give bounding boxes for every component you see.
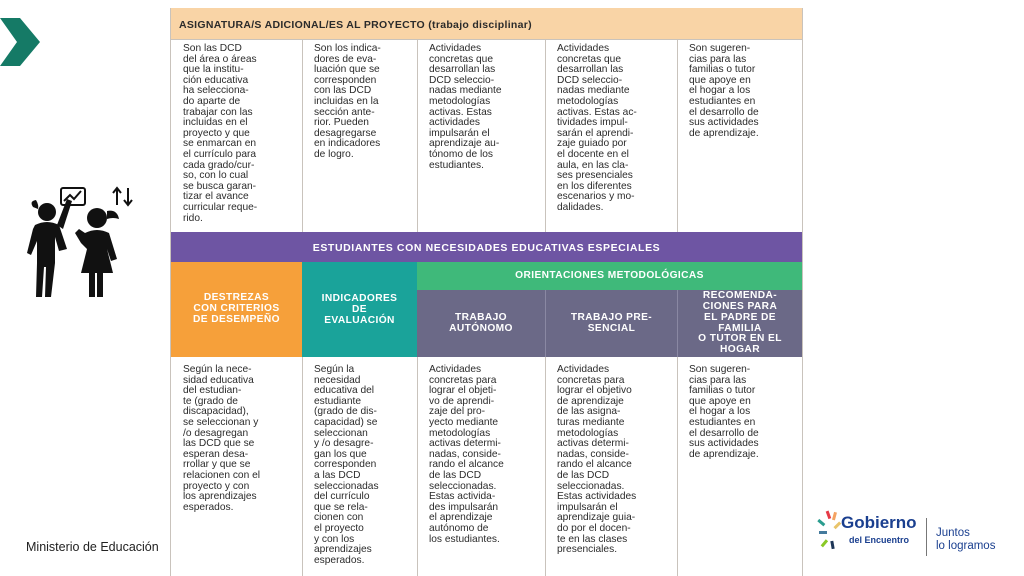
divider — [545, 357, 546, 576]
chevron-logo-icon — [0, 18, 40, 66]
col-header-autonomo: TRABAJO AUTÓNOMO — [417, 290, 545, 357]
table-top-row — [171, 40, 802, 232]
divider — [417, 40, 418, 232]
bottom-cell-recomendaciones: Son sugeren- cias para las familias o tutor que apoye en el hogar a los estudiantes en el desarrollo de sus actividades de aprendizaje. — [689, 364, 759, 460]
divider — [302, 357, 303, 576]
divider — [417, 357, 418, 576]
gov-brand: Gobierno — [841, 513, 917, 532]
col-header-orientaciones: ORIENTACIONES METODOLÓGICAS — [417, 262, 802, 290]
col-header-recomendaciones: RECOMENDA- CIONES PARA EL PADRE DE FAMILIA O TUTOR EN EL HOGAR — [677, 290, 802, 357]
top-cell-presencial: Actividades concretas que desarrollan las DCD seleccio- nadas mediante metodologías activas. Estas ac- tividades impul- sarán el aprendi- zaje guiado por el docente en el aula, en las cla- ses presenciales en los diferentes escenarios y mo- dalidades. — [557, 43, 637, 213]
divider — [677, 40, 678, 232]
ministry-label: Ministerio de Educación — [26, 540, 159, 554]
bottom-cell-indicadores: Según la necesidad educativa del estudiante (grado de dis- capacidad) se seleccionan y /o desagre- gan los que corresponden a las DCD seleccionadas del currículo que se rela- cionen con el proyecto y con los aprendizajes esperados. — [314, 364, 379, 566]
col-header-destrezas: DESTREZAS CON CRITERIOS DE DESEMPEÑO — [171, 262, 302, 357]
curriculum-table — [170, 8, 803, 576]
divider — [545, 40, 546, 232]
gobierno-logo — [817, 505, 1017, 565]
divider — [677, 357, 678, 576]
divider — [926, 518, 927, 556]
bottom-cell-autonomo: Actividades concretas para lograr el objeti- vo de aprendi- zaje del pro- yecto mediante metodologías activas determi- nadas, conside- rando el alcance de las DCD seleccionadas. Estas activida- des impulsarán el aprendizaje autónomo de los estudiantes. — [429, 364, 504, 545]
table-bottom-row — [171, 357, 802, 576]
bottom-cell-destrezas: Según la nece- sidad educativa del estudian- te (grado de discapacidad), se seleccionan y /o desagregan las DCD que se esperan desa- rrollar y que se relacionen con el proyecto y con los aprendizajes esperados. — [183, 364, 261, 513]
top-cell-destrezas: Son las DCD del área o áreas que la institu- ción educativa ha selecciona- do aparte de trabajar con las incluidas en el proyecto y que se enmarcan en el currículo para cada grado/cur- so, con lo cual se busca garan- tizar el avance curricular reque- rido. — [183, 43, 258, 224]
section-title-bar: ESTUDIANTES CON NECESIDADES EDUCATIVAS ESPECIALES — [171, 232, 802, 262]
table-header-title: ASIGNATURA/S ADICIONAL/ES AL PROYECTO (trabajo disciplinar) — [171, 8, 802, 40]
top-cell-recomendaciones: Son sugeren- cias para las familias o tutor que apoye en el hogar a los estudiantes en el desarrollo de sus actividades de aprendizaje. — [689, 43, 759, 139]
top-cell-autonomo: Actividades concretas que desarrollan las DCD seleccio- nadas mediante metodologías activas. Estas actividades impulsarán el aprendizaje au- tónomo de los estudiantes. — [429, 43, 502, 171]
students-pictogram-icon — [25, 185, 140, 300]
bottom-cell-presencial: Actividades concretas para lograr el objetivo de aprendizaje de las asigna- turas mediante metodologías activas determi- nadas, conside- rando el alcance de las DCD seleccionadas. Estas actividades impulsarán el aprendizaje guia- do por el docen- te en las clases presenciales. — [557, 364, 637, 556]
top-cell-indicadores: Son los indica- dores de eva- luación que se corresponden con las DCD incluidas en la sección ante- rior. Pueden desagregarse en indicadores de logro. — [314, 43, 381, 160]
sunburst-logo-icon — [817, 509, 843, 553]
divider — [302, 40, 303, 232]
col-header-presencial: TRABAJO PRE- SENCIAL — [545, 290, 677, 357]
gov-sub: del Encuentro — [849, 535, 910, 545]
col-header-indicadores: INDICADORES DE EVALUACIÓN — [302, 262, 417, 357]
slogan: Juntos lo logramos — [936, 527, 996, 552]
